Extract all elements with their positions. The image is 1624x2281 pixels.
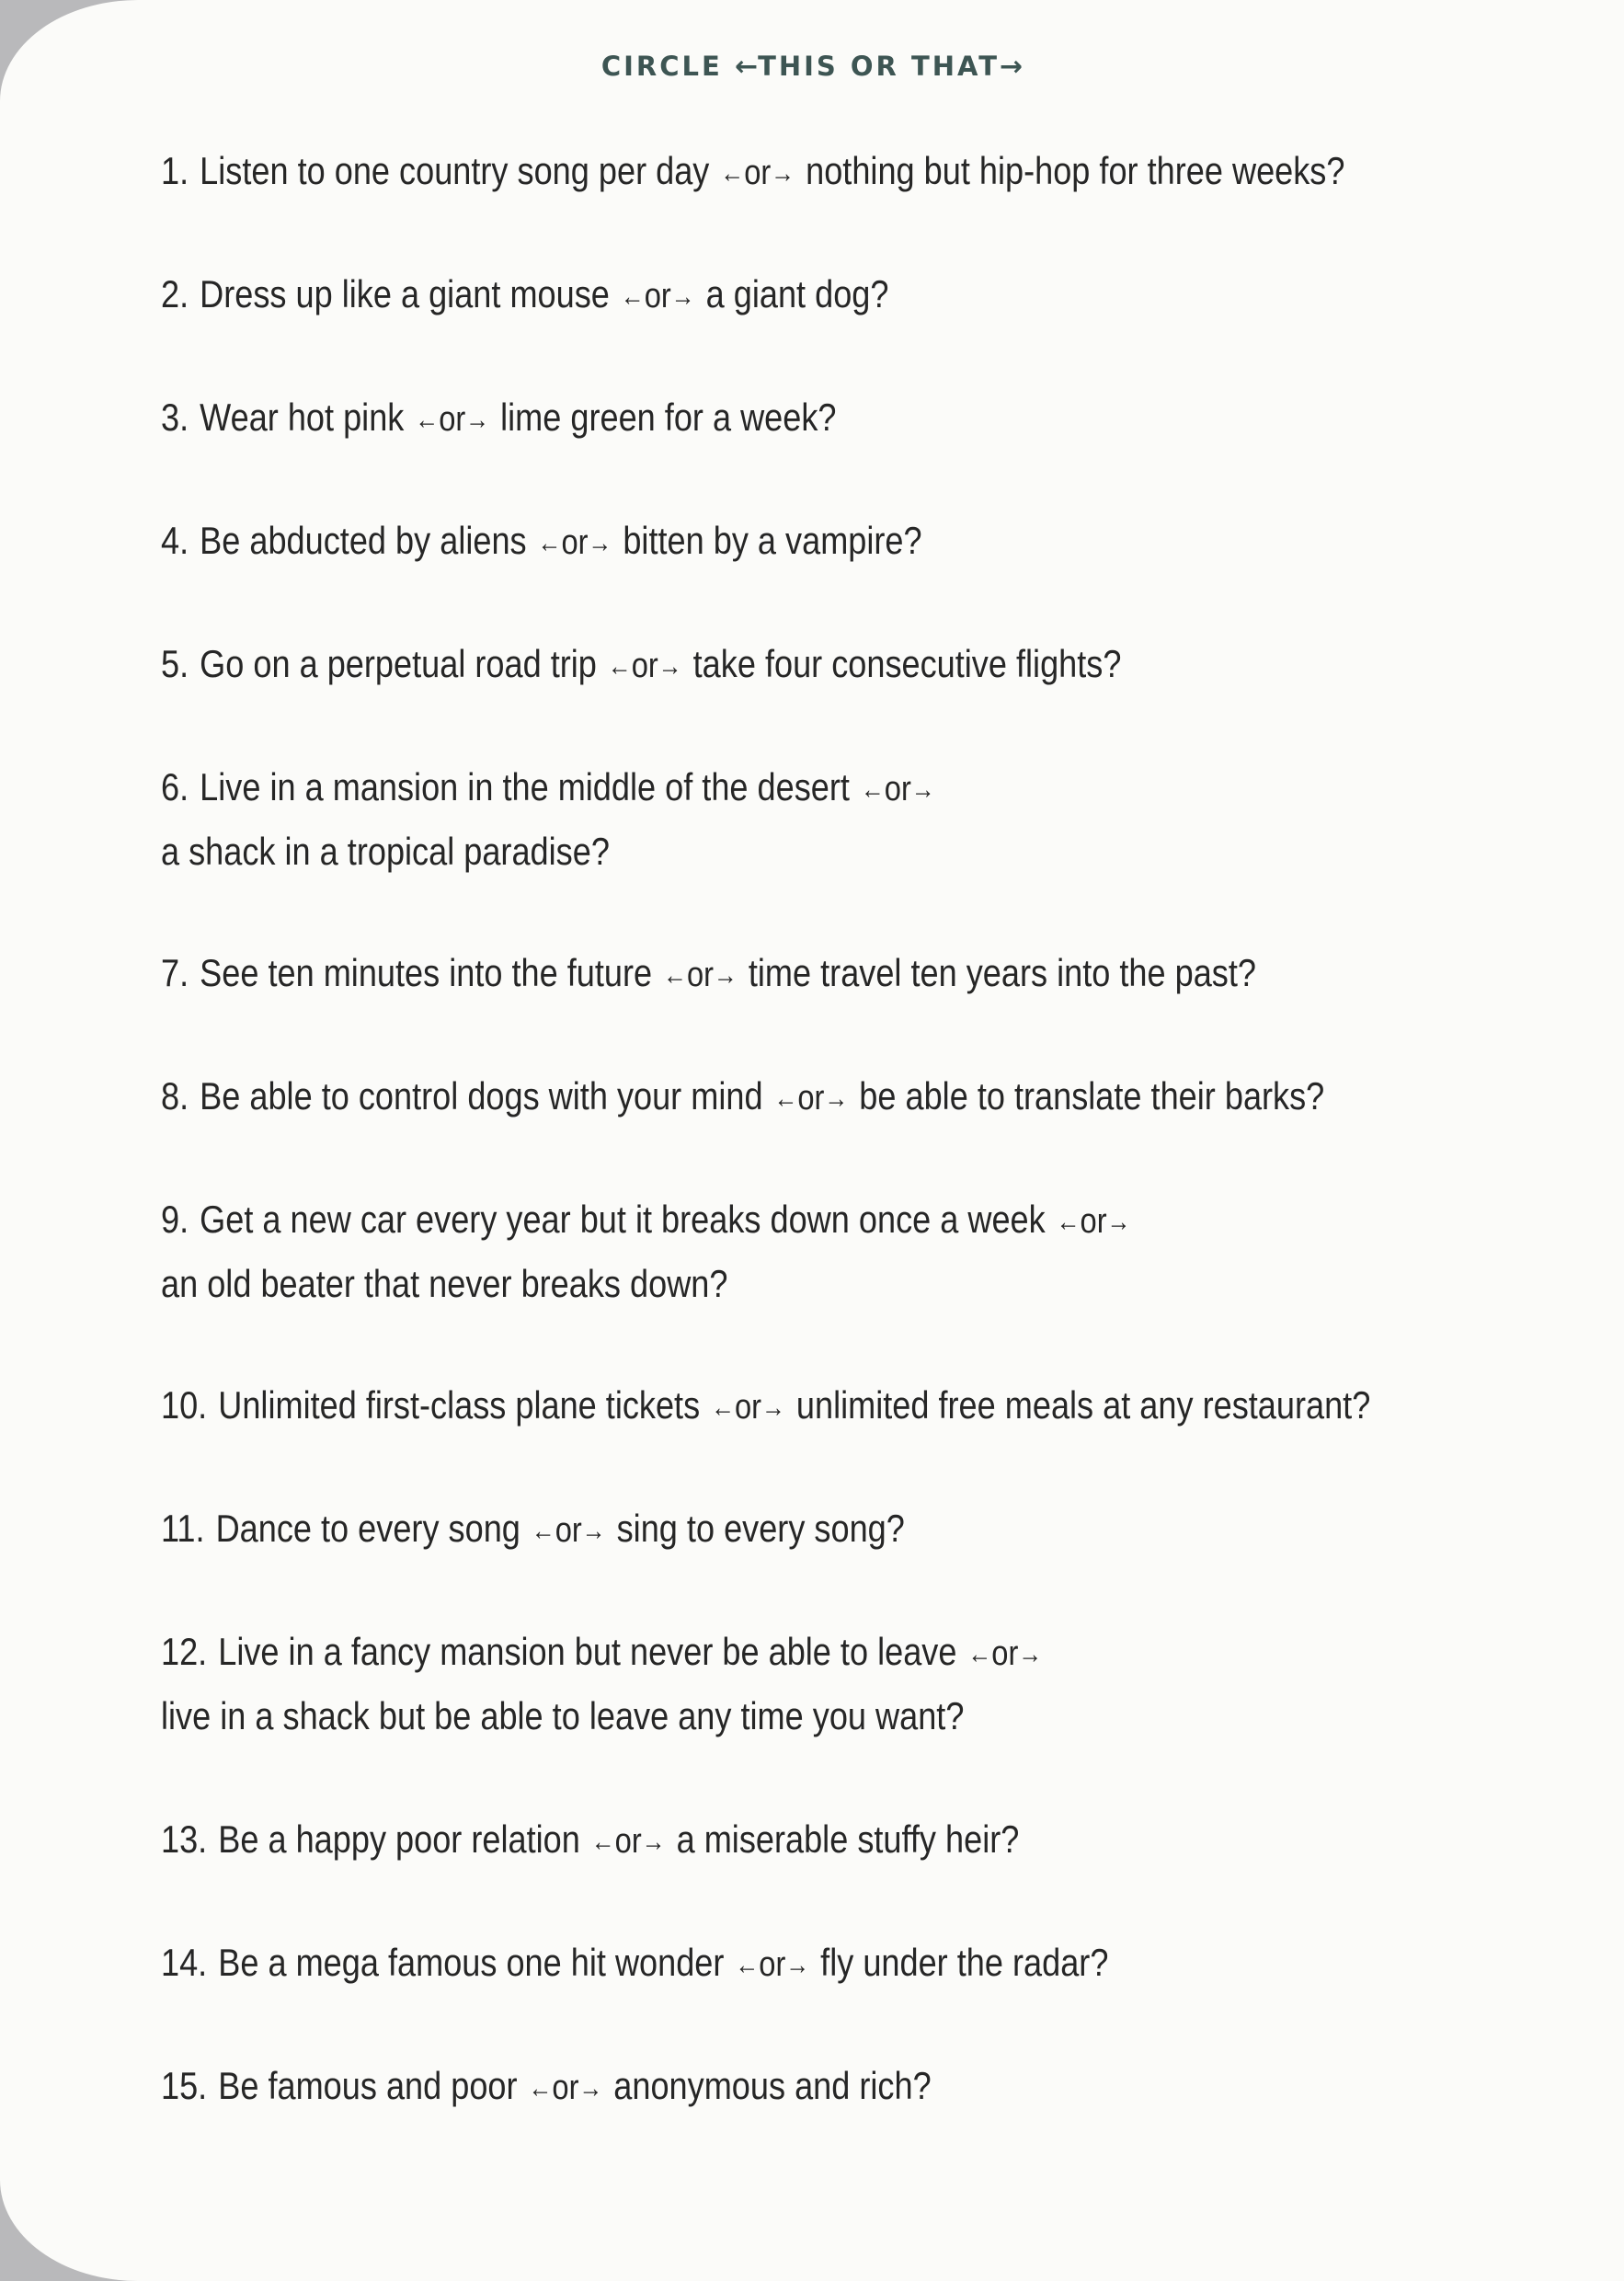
question-6 bbox=[161, 754, 946, 825]
right-arrow-icon: → bbox=[761, 1393, 785, 1423]
option-a[interactable]: Be abducted by aliens bbox=[200, 519, 527, 562]
question-12 bbox=[161, 1619, 1053, 1690]
question-1 bbox=[161, 138, 1344, 209]
or-separator: ←or→ bbox=[711, 1388, 785, 1427]
right-arrow-icon: → bbox=[578, 2073, 603, 2103]
or-separator: ←or→ bbox=[528, 2069, 603, 2107]
option-a[interactable]: Get a new car every year but it breaks down once a week bbox=[200, 1198, 1046, 1241]
option-a[interactable]: Unlimited first-class plane tickets bbox=[218, 1383, 701, 1427]
or-separator: ←or→ bbox=[415, 400, 490, 439]
question-14 bbox=[161, 1930, 1108, 2000]
right-arrow-icon: → bbox=[910, 774, 935, 805]
question-number: 6. bbox=[161, 765, 189, 808]
left-arrow-icon: ← bbox=[663, 960, 687, 991]
question-number: 4. bbox=[161, 519, 189, 562]
or-separator: ←or→ bbox=[537, 523, 612, 562]
right-arrow-icon: → bbox=[785, 1950, 810, 1980]
question-number: 11. bbox=[161, 1507, 205, 1550]
option-a[interactable]: See ten minutes into the future bbox=[200, 951, 653, 994]
question-number: 5. bbox=[161, 642, 189, 685]
question-number: 1. bbox=[161, 149, 189, 192]
left-arrow-icon: ← bbox=[1056, 1207, 1081, 1237]
right-arrow-icon: → bbox=[588, 528, 612, 558]
question-4 bbox=[161, 508, 922, 579]
left-arrow-icon: ← bbox=[720, 158, 745, 189]
or-separator: ←or→ bbox=[735, 1945, 810, 1984]
right-arrow-icon: → bbox=[658, 651, 682, 682]
right-arrow-icon: → bbox=[1106, 1207, 1131, 1237]
option-b[interactable]: fly under the radar? bbox=[820, 1941, 1109, 1984]
option-b[interactable]: unlimited free meals at any restaurant? bbox=[795, 1383, 1371, 1427]
left-arrow-icon: ← bbox=[734, 51, 759, 83]
or-separator: ←or→ bbox=[967, 1634, 1043, 1673]
or-separator: ←or→ bbox=[607, 647, 682, 685]
question-2 bbox=[161, 261, 888, 332]
right-arrow-icon: → bbox=[771, 158, 795, 189]
option-b[interactable]: nothing but hip-hop for three weeks? bbox=[806, 149, 1345, 192]
question-9 bbox=[161, 1186, 1141, 1257]
option-b[interactable]: bitten by a vampire? bbox=[623, 519, 922, 562]
option-b[interactable]: lime green for a week? bbox=[500, 395, 837, 439]
option-b[interactable]: anonymous and rich? bbox=[613, 2064, 932, 2107]
right-arrow-icon: → bbox=[670, 281, 695, 312]
or-separator: ←or→ bbox=[531, 1511, 606, 1550]
option-b[interactable]: sing to every song? bbox=[616, 1507, 905, 1550]
question-5 bbox=[161, 631, 1121, 702]
option-a[interactable]: Dress up like a giant mouse bbox=[200, 272, 610, 315]
option-b[interactable]: an old beater that never breaks down? bbox=[161, 1262, 728, 1305]
question-10 bbox=[161, 1372, 1370, 1443]
or-separator: ←or→ bbox=[590, 1822, 666, 1861]
option-a[interactable]: Be a happy poor relation bbox=[218, 1817, 580, 1861]
option-a[interactable]: Be famous and poor bbox=[218, 2064, 518, 2107]
left-arrow-icon: ← bbox=[528, 2073, 553, 2103]
left-arrow-icon: ← bbox=[967, 1639, 992, 1669]
question-11 bbox=[161, 1496, 905, 1566]
question-number: 14. bbox=[161, 1941, 208, 1984]
question-number: 12. bbox=[161, 1630, 208, 1673]
question-13 bbox=[161, 1806, 1019, 1877]
right-arrow-icon: → bbox=[824, 1083, 849, 1114]
option-a[interactable]: Live in a fancy mansion but never be able to leave bbox=[218, 1630, 957, 1673]
left-arrow-icon: ← bbox=[531, 1516, 555, 1546]
left-arrow-icon: ← bbox=[590, 1827, 615, 1857]
right-arrow-icon: → bbox=[465, 405, 490, 435]
option-a[interactable]: Be able to control dogs with your mind bbox=[200, 1074, 763, 1118]
right-arrow-icon: → bbox=[581, 1516, 606, 1546]
option-b[interactable]: time travel ten years into the past? bbox=[748, 951, 1256, 994]
left-arrow-icon: ← bbox=[620, 281, 645, 312]
question-7 bbox=[161, 940, 1256, 1011]
question-number: 9. bbox=[161, 1198, 189, 1241]
option-b[interactable]: a giant dog? bbox=[705, 272, 889, 315]
right-arrow-icon: → bbox=[1018, 1639, 1043, 1669]
left-arrow-icon: ← bbox=[773, 1083, 798, 1114]
question-number: 2. bbox=[161, 272, 189, 315]
question-9-line-2 bbox=[161, 1251, 727, 1317]
option-a[interactable]: Listen to one country song per day bbox=[200, 149, 710, 192]
question-6-line-2 bbox=[161, 819, 610, 885]
or-separator: ←or→ bbox=[860, 770, 935, 808]
or-separator: ←or→ bbox=[773, 1079, 849, 1118]
question-number: 8. bbox=[161, 1074, 189, 1118]
question-15 bbox=[161, 2053, 932, 2124]
option-a[interactable]: Dance to every song bbox=[215, 1507, 520, 1550]
option-b[interactable]: a shack in a tropical paradise? bbox=[161, 830, 610, 873]
header-this-or-that: THIS OR THAT bbox=[758, 51, 1001, 82]
header-circle: CIRCLE bbox=[600, 51, 723, 82]
option-b[interactable]: take four consecutive flights? bbox=[692, 642, 1122, 685]
question-12-line-2 bbox=[161, 1683, 964, 1749]
left-arrow-icon: ← bbox=[735, 1950, 760, 1980]
left-arrow-icon: ← bbox=[537, 528, 562, 558]
or-separator: ←or→ bbox=[663, 956, 738, 994]
left-arrow-icon: ← bbox=[711, 1393, 735, 1423]
or-separator: ←or→ bbox=[620, 277, 695, 315]
or-separator: ←or→ bbox=[1056, 1202, 1131, 1241]
question-number: 15. bbox=[161, 2064, 208, 2107]
option-a[interactable]: Wear hot pink bbox=[200, 395, 405, 439]
option-a[interactable]: Live in a mansion in the middle of the desert bbox=[200, 765, 850, 808]
option-b[interactable]: be able to translate their barks? bbox=[859, 1074, 1325, 1118]
question-8 bbox=[161, 1063, 1324, 1134]
question-number: 7. bbox=[161, 951, 189, 994]
option-a[interactable]: Go on a perpetual road trip bbox=[200, 642, 597, 685]
page-header bbox=[0, 48, 1624, 86]
question-number: 10. bbox=[161, 1383, 208, 1427]
option-b[interactable]: a miserable stuffy heir? bbox=[676, 1817, 1020, 1861]
or-separator: ←or→ bbox=[720, 154, 795, 192]
left-arrow-icon: ← bbox=[607, 651, 632, 682]
left-arrow-icon: ← bbox=[415, 405, 440, 435]
right-arrow-icon: → bbox=[641, 1827, 666, 1857]
option-a[interactable]: Be a mega famous one hit wonder bbox=[218, 1941, 725, 1984]
left-arrow-icon: ← bbox=[860, 774, 885, 805]
right-arrow-icon: → bbox=[1000, 51, 1024, 83]
question-number: 3. bbox=[161, 395, 189, 439]
option-b[interactable]: live in a shack but be able to leave any time you want? bbox=[161, 1694, 965, 1737]
right-arrow-icon: → bbox=[714, 960, 738, 991]
question-number: 13. bbox=[161, 1817, 208, 1861]
question-3 bbox=[161, 384, 837, 455]
